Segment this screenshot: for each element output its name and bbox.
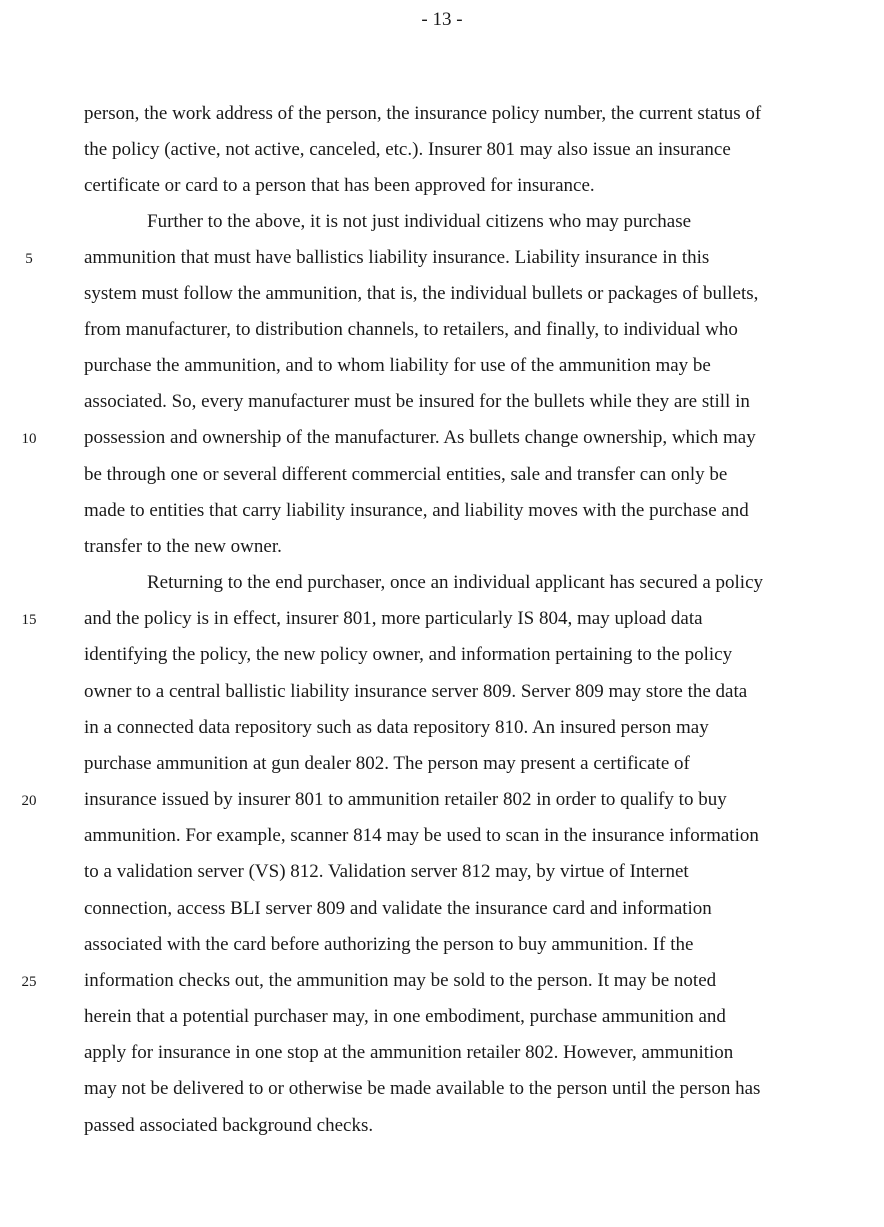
text-line: information checks out, the ammunition may be sold to the person. It may be noted xyxy=(84,970,717,991)
text-line: Returning to the end purchaser, once an individual applicant has secured a policy xyxy=(147,572,764,593)
text-line: certificate or card to a person that has been approved for insurance. xyxy=(84,175,595,196)
text-line: be through one or several different commercial entities, sale and transfer can only be xyxy=(84,464,728,485)
text-line: associated. So, every manufacturer must be insured for the bullets while they are still in xyxy=(84,391,750,412)
page-number: - 13 - xyxy=(421,9,463,30)
text-line: connection, access BLI server 809 and validate the insurance card and information xyxy=(84,898,712,919)
text-line: in a connected data repository such as data repository 810. An insured person may xyxy=(84,717,709,738)
text-line: made to entities that carry liability insurance, and liability moves with the purchase and xyxy=(84,500,749,521)
text-line: may not be delivered to or otherwise be made available to the person until the person has xyxy=(84,1078,761,1099)
text-line: apply for insurance in one stop at the ammunition retailer 802. However, ammunition xyxy=(84,1042,734,1063)
text-line: ammunition that must have ballistics liability insurance. Liability insurance in this xyxy=(84,247,710,268)
text-line: associated with the card before authorizing the person to buy ammunition. If the xyxy=(84,934,694,955)
line-number: 15 xyxy=(21,612,37,628)
line-number: 20 xyxy=(21,793,37,809)
text-line: insurance issued by insurer 801 to ammunition retailer 802 in order to qualify to buy xyxy=(84,789,727,810)
text-line: ammunition. For example, scanner 814 may be used to scan in the insurance information xyxy=(84,825,759,846)
text-line: system must follow the ammunition, that is, the individual bullets or packages of bullets, xyxy=(84,283,759,304)
text-line: person, the work address of the person, the insurance policy number, the current status of xyxy=(84,103,762,124)
text-line: transfer to the new owner. xyxy=(84,536,282,557)
text-line: herein that a potential purchaser may, in one embodiment, purchase ammunition and xyxy=(84,1006,726,1027)
text-line: purchase the ammunition, and to whom liability for use of the ammunition may be xyxy=(84,355,711,376)
text-line: to a validation server (VS) 812. Validation server 812 may, by virtue of Internet xyxy=(84,861,689,882)
text-line: Further to the above, it is not just individual citizens who may purchase xyxy=(147,211,692,232)
text-line: the policy (active, not active, canceled, etc.). Insurer 801 may also issue an insurance xyxy=(84,139,731,160)
text-line: and the policy is in effect, insurer 801, more particularly IS 804, may upload data xyxy=(84,608,703,629)
line-number: 5 xyxy=(25,251,33,267)
text-line: passed associated background checks. xyxy=(84,1115,374,1136)
line-number: 10 xyxy=(21,431,37,447)
text-line: from manufacturer, to distribution channels, to retailers, and finally, to individual who xyxy=(84,319,738,340)
text-line: purchase ammunition at gun dealer 802. The person may present a certificate of xyxy=(84,753,690,774)
text-line: possession and ownership of the manufacturer. As bullets change ownership, which may xyxy=(84,427,756,448)
text-line: identifying the policy, the new policy owner, and information pertaining to the policy xyxy=(84,644,733,665)
line-number: 25 xyxy=(21,974,37,990)
text-line: owner to a central ballistic liability insurance server 809. Server 809 may store the data xyxy=(84,681,748,702)
